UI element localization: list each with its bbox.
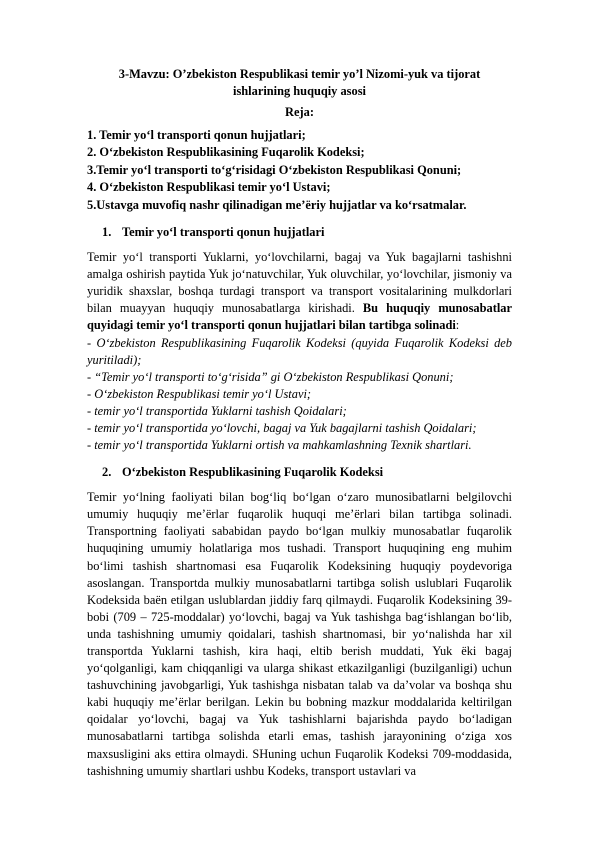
- section-1-bold-text: Bu huquqiy munosabatlar quyidagi temir yoʻl transporti qonun hujjatlari bilan tartibga solinadi: [87, 301, 512, 333]
- document-title: [87, 66, 512, 100]
- plan-item: 2. Oʻzbekiston Respublikasining Fuqarolik Kodeksi;: [87, 145, 365, 160]
- title-line-1: 3-Mavzu: O’zbekiston Respublikasi temir yo’l Nizomi-yuk va tijorat: [118, 67, 481, 81]
- section-1-heading: [102, 224, 512, 241]
- plan-item: 4. Oʻzbekiston Respublikasi temir yoʻl Ustavi;: [87, 180, 331, 195]
- legislation-list: [87, 335, 512, 455]
- plan-item: 5.Ustavga muvofiq nashr qilinadigan meʼёriy hujjatlar va koʻrsatmalar.: [87, 197, 467, 212]
- section-2-title: Oʻzbekiston Respublikasining Fuqarolik Kodeksi: [122, 465, 384, 480]
- plan-list: [87, 127, 512, 214]
- legislation-item: - Oʻzbekiston Respublikasi temir yoʻl Ustavi;: [87, 386, 312, 401]
- section-2-paragraph: Temir yoʻlning faoliyati bilan bogʻliq boʻlgan oʻzaro munosibatlarni belgilovchi umumiy huquqiy meʼёrlar fuqarolik huquqi meʼёrlari bilan tartibga solinadi. Transportning faoliyati sababidan paydo boʻlgan mulkiy munosabatlar fuqarolik huquqining umumiy holatlariga mos tushadi. Transport huquqining eng muhim boʻlimi tashish shartnomasi esa Fuqarolik Kodeksining huquqiy poydevoriga asoslangan. Transportda mulkiy munosabatlarni tartibga solish uslublari Fuqarolik Kodeksida baёn etilgan uslublardan jiddiy farq qilmaydi. Fuqarolik Kodeksining 39-bobi (709 – 725-moddalar) yoʻlovchi, bagaj va Yuk tashishga bagʻishlangan boʻlib, unda tashishning umumiy qoidalari, tashish shartnomasi, bir yoʻnalishda har xil transportda Yuklarni tashish, kira haqi, eltib berish muddati, Yuk ёki bagaj yoʻqolganligi, kam chiqqanligi va ularga shikast etkazilganligi (buzilganligi) uchun tashuvchining javobgarligi, Yuk tashishga nisbatan talab va da’volar va boshqa shu kabi huquqiy meʼёrlar berilgan. Lekin bu bobning mazkur moddalarida keltirilgan qoidalar yoʻlovchi, bagaj va Yuk tashishlarni bajarishda paydo boʻladigan munosabatlarni tartibga solishda etarli emas, tashish jarayonining oʻziga xos maxsusligini aks ettira olmaydi. SHuning uchun Fuqarolik Kodeksi 709-moddasida, tashishning umumiy shartlari ushbu Kodeks, transport ustavlari va: [87, 490, 512, 778]
- plan-item: 3.Temir yoʻl transporti toʻgʻrisidagi Oʻzbekiston Respublikasi Qonuni;: [87, 162, 462, 177]
- section-2-heading: [102, 464, 512, 481]
- legislation-item: - “Temir yoʻl transporti toʻgʻrisida” gi Oʻzbekiston Respublikasi Qonuni;: [87, 369, 454, 384]
- legislation-item: - Oʻzbekiston Respublikasining Fuqarolik Kodeksi (quyida Fuqarolik Kodeksi deb yuritiladi);: [87, 335, 512, 367]
- legislation-item: - temir yoʻl transportida Yuklarni tashish Qoidalari;: [87, 403, 347, 418]
- section-1-colon: :: [455, 318, 460, 333]
- title-line-2: ishlarining huquqiy asosi: [233, 84, 366, 98]
- section-1-title: Temir yoʻl transporti qonun hujjatlari: [122, 225, 325, 240]
- section-1-number: 1.: [102, 225, 112, 240]
- section-1-paragraph: [87, 249, 512, 334]
- section-1-text: Temir yoʻl transporti Yuklarni, yoʻlovchilarni, bagaj va Yuk bagajlarni tashishni amalga oshirish paytida Yuk joʻnatuvchilar, Yuk oluvchilar, yoʻlovchilar, jismoniy va yuridik shaxslar, boshqa turdagi transport va transport vositalarining mulkdorlari bilan muayyan huquqiy munosabatlarga kirishadi.: [87, 250, 512, 316]
- legislation-item: - temir yoʻl transportida Yuklarni ortish va mahkamlashning Texnik shartlari.: [87, 438, 472, 453]
- legislation-item: - temir yoʻl transportida yoʻlovchi, bagaj va Yuk bagajlarni tashish Qoidalari;: [87, 420, 477, 435]
- section-2-number: 2.: [102, 465, 112, 480]
- plan-item: 1. Temir yoʻl transporti qonun hujjatlari;: [87, 128, 306, 142]
- plan-heading: Reja:: [285, 105, 314, 119]
